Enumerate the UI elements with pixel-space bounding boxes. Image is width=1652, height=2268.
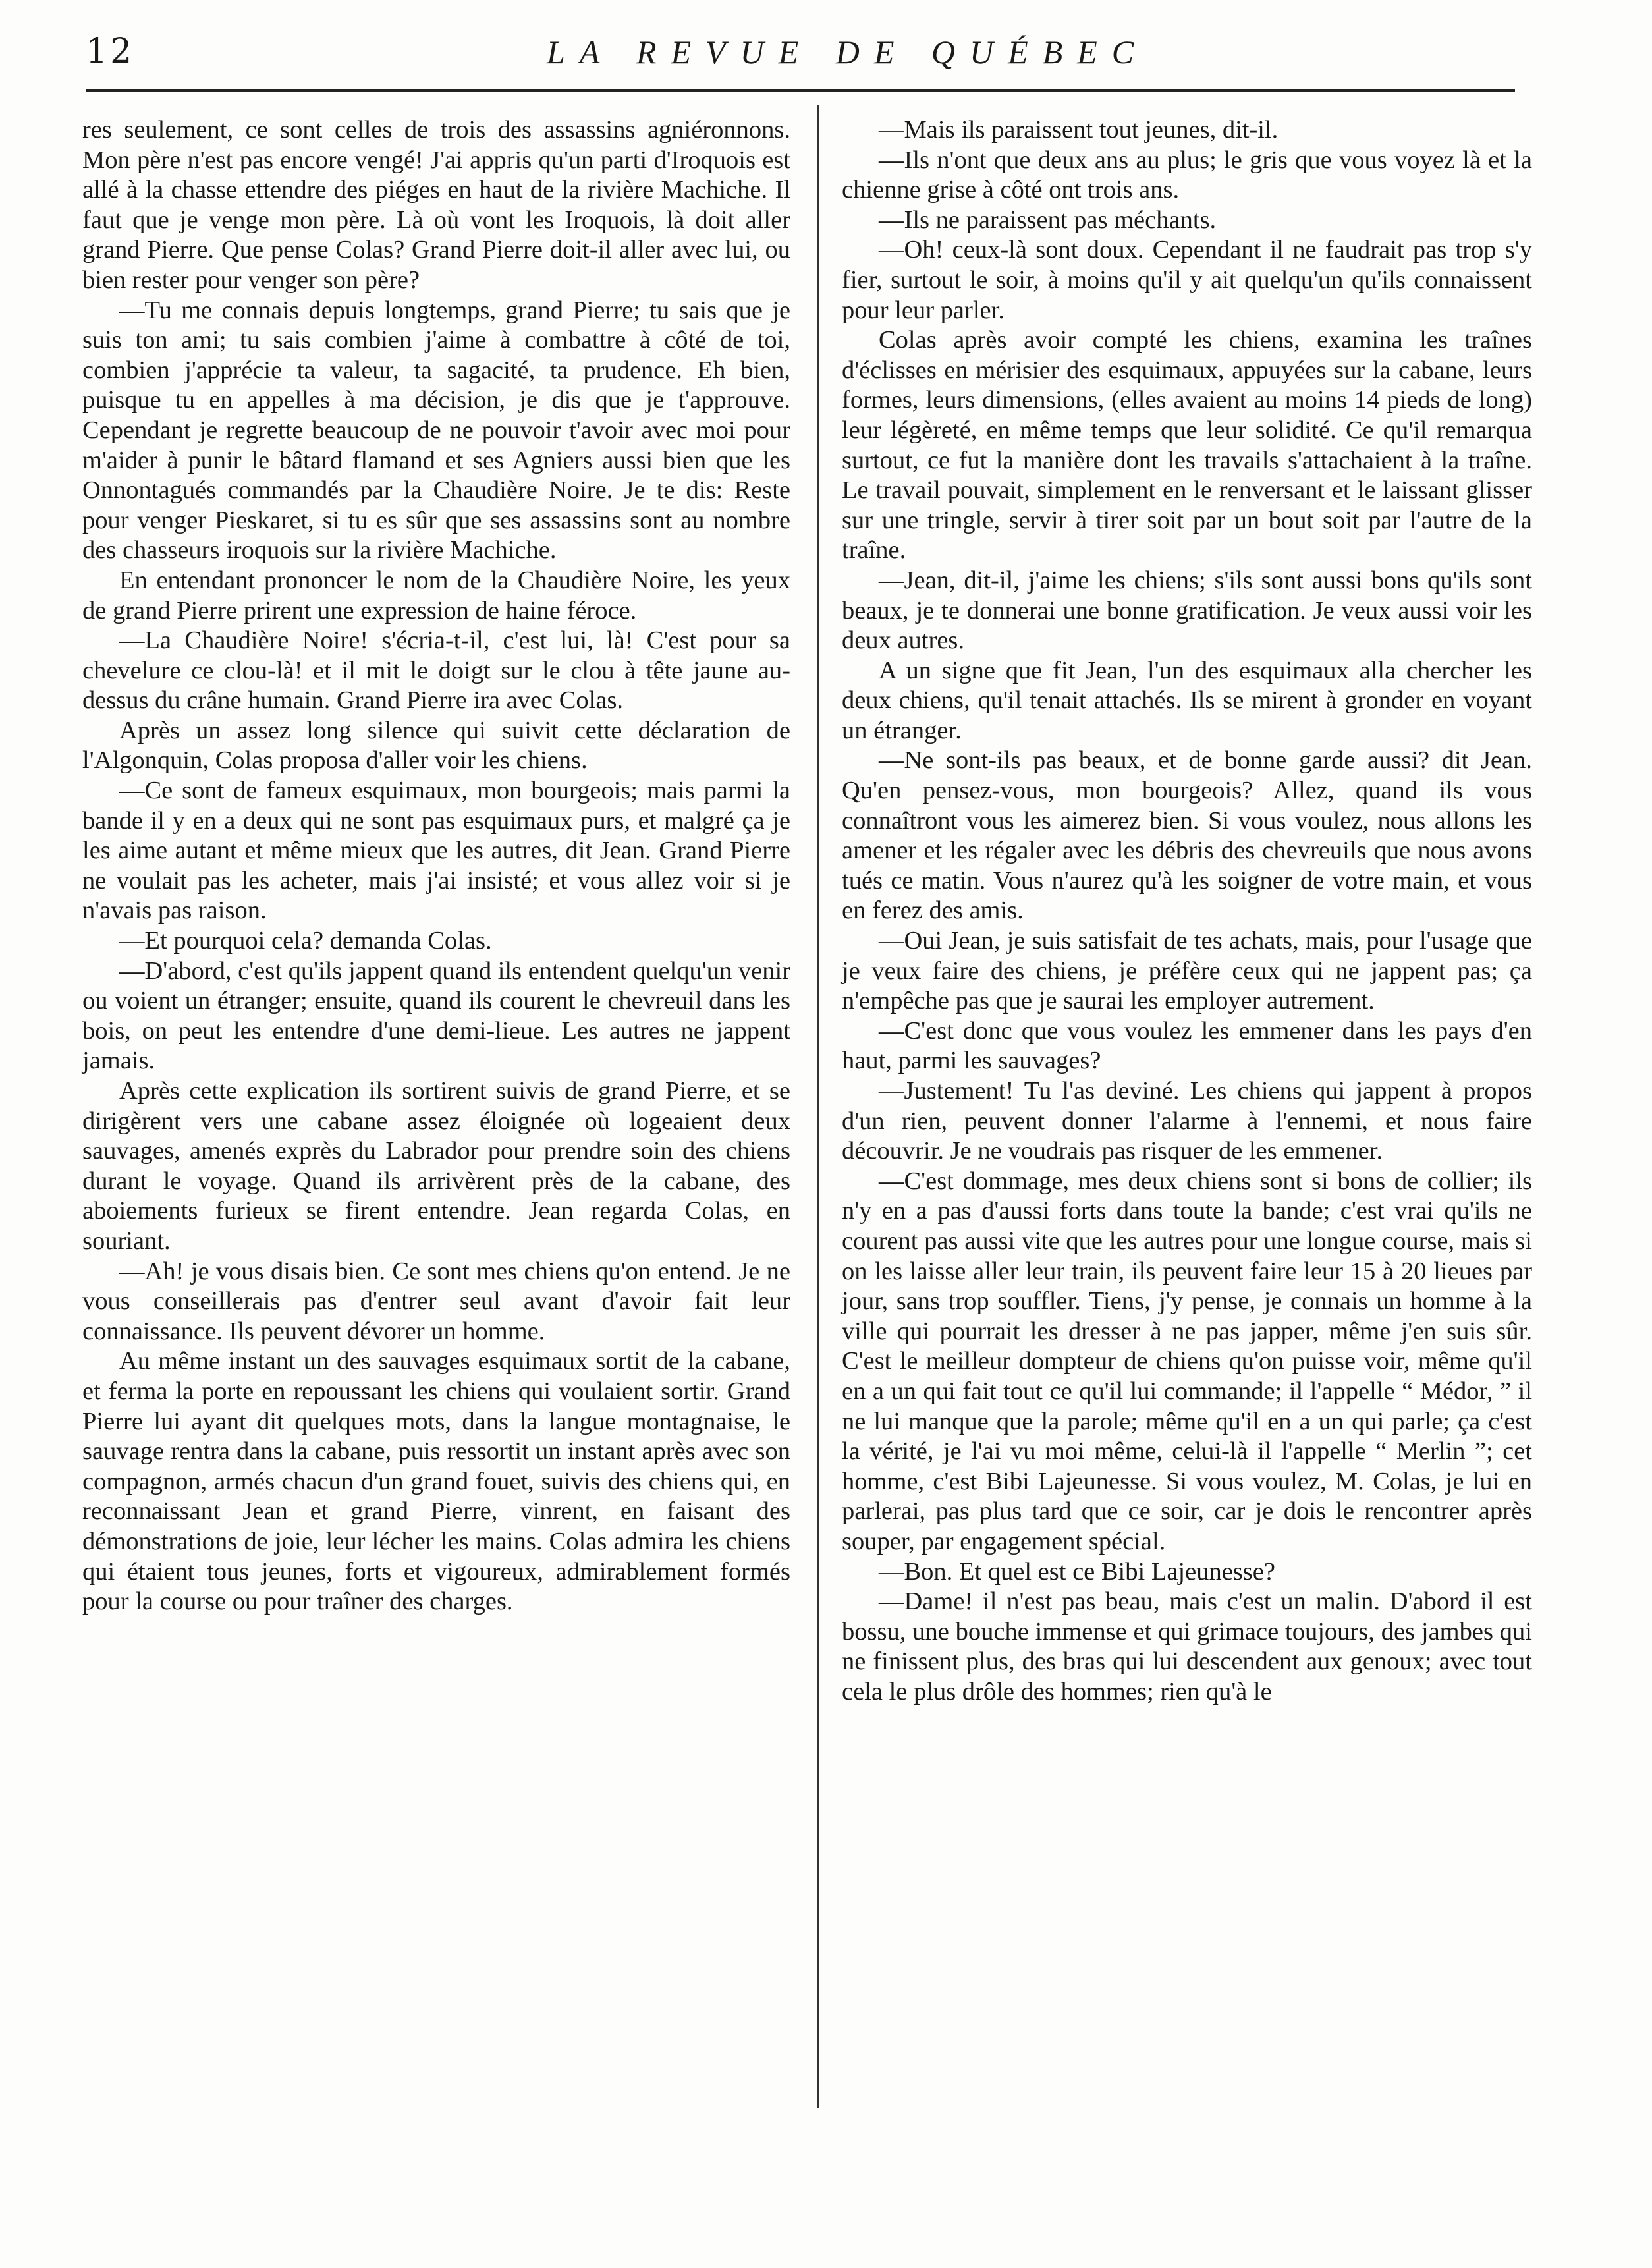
paragraph: —Oui Jean, je suis satisfait de tes achats, mais, pour l'usage que je veux faire des chiens, je préfère ceux qui ne jappent pas; ça n'empêche pas que je saurai les employer autrement. — [842, 927, 1532, 1015]
paragraph: Colas après avoir compté les chiens, examina les traînes d'éclisses en mérisier des esquimaux, appuyées sur la cabane, leurs formes, leurs dimensions, (elles avaient au moins 14 pieds de long) leur légèreté, en même temps que leur solidité. Ce qu'il remarqua surtout, ce fut la manière dont les travails s'attachaient à la traîne. Le travail pouvait, simplement en le renversant et le laissant glisser sur une tringle, servir à tirer soit par un bout soit par l'autre de la traîne. — [842, 326, 1532, 565]
running-title: LA REVUE DE QUÉBEC — [547, 34, 1149, 70]
header-rule — [86, 89, 1515, 92]
column-rule — [817, 105, 819, 2108]
paragraph: Après cette explication ils sortirent suivis de grand Pierre, et se dirigèrent vers une cabane assez éloignée où logeaient deux sauvages, amenés exprès du Labrador pour prendre soin des chiens durant le voyage. Quand ils arrivèrent près de la cabane, des aboiements furieux se firent entendre. Jean regarda Colas, en souriant. — [82, 1077, 790, 1255]
paragraph: —Ah! je vous disais bien. Ce sont mes chiens qu'on entend. Je ne vous conseillerais pas d'entrer seul avant d'avoir fait leur connaissance. Ils peuvent dévorer un homme. — [82, 1257, 790, 1345]
paragraph: —Justement! Tu l'as deviné. Les chiens qui jappent à propos d'un rien, peuvent donner l'alarme à l'ennemi, et nous faire découvrir. Je ne voudrais pas risquer de les emmener. — [842, 1077, 1532, 1165]
paragraph: —Et pourquoi cela? demanda Colas. — [119, 927, 492, 955]
paragraph: res seulement, ce sont celles de trois des assassins agniéronnons. Mon père n'est pas encore vengé! J'ai appris qu'un parti d'Iroquois est allé à la chasse ettendre des piéges en haut de la rivière Machiche. Il faut que je venge mon père. Là où vont les Iroquois, là doit aller grand Pierre. Que pense Colas? Grand Pierre doit-il aller avec lui, ou bien rester pour venger son père? — [82, 116, 790, 294]
paragraph: —Mais ils paraissent tout jeunes, dit-il. — [879, 116, 1279, 144]
paragraph: En entendant prononcer le nom de la Chaudière Noire, les yeux de grand Pierre prirent une expression de haine féroce. — [82, 566, 790, 624]
paragraph: —Tu me connais depuis longtemps, grand Pierre; tu sais que je suis ton ami; tu sais combien j'aime à combattre à côté de toi, combien j'apprécie ta valeur, ta sagacité, ta prudence. Eh bien, puisque tu en appelles à ma décision, je dis que je t'approuve. Cependant je regrette beaucoup de ne pouvoir t'avoir avec moi pour m'aider à punir le bâtard flamand et ses Agniers aussi bien que les Onnontagués commandés par la Chaudière Noire. Je te dis: Reste pour venger Pieskaret, si tu es sûr que ses assassins sont au nombre des chasseurs iroquois sur la rivière Machiche. — [82, 296, 790, 565]
paragraph: Au même instant un des sauvages esquimaux sortit de la cabane, et ferma la porte en repoussant les chiens qui voulaient sortir. Grand Pierre lui ayant dit quelques mots, dans la langue montagnaise, le sauvage rentra dans la cabane, puis ressortit un instant après avec son compagnon, armés chacun d'un grand fouet, suivis des chiens qui, en reconnaissant Jean et grand Pierre, vinrent, en faisant des démonstrations de joie, leur lécher les mains. Colas admira les chiens qui étaient tous jeunes, forts et vigoureux, admirablement formés pour la course ou pour traîner des charges. — [82, 1347, 790, 1616]
paragraph: —D'abord, c'est qu'ils jappent quand ils entendent quelqu'un venir ou voient un étranger; ensuite, quand ils courent le chevreuil dans les bois, on peut les entendre d'une demi-lieue. Les autres ne jappent jamais. — [82, 956, 790, 1075]
paragraph: —Oh! ceux-là sont doux. Cependant il ne faudrait pas trop s'y fier, surtout le soir, à moins qu'il y ait quelqu'un qu'ils connaissent pour leur parler. — [842, 236, 1532, 324]
paragraph: —Ce sont de fameux esquimaux, mon bourgeois; mais parmi la bande il y en a deux qui ne sont pas esquimaux purs, et malgré ça je les aime autant et même mieux que les autres, dit Jean. Grand Pierre ne voulait pas les acheter, mais j'ai insisté; et vous allez voir si je n'avais pas raison. — [82, 777, 790, 925]
paragraph: A un signe que fit Jean, l'un des esquimaux alla chercher les deux chiens, qu'il tenait attachés. Ils se mirent à gronder en voyant un étranger. — [842, 656, 1532, 744]
paragraph: —C'est dommage, mes deux chiens sont si bons de collier; ils n'y en a pas d'aussi forts dans toute la bande; c'est vrai qu'ils ne courent pas aussi vite que les autres pour une longue course, mais si on les laisse aller leur train, ils peuvent faire leur 15 à 20 lieues par jour, sans trop souffler. Tiens, j'y pense, je connais un homme à la ville qui pourrait les dresser à ne pas japper, même j'en suis sûr. C'est le meilleur dompteur de chiens qu'on puisse voir, même qu'il en a un qui fait tout ce qu'il lui commande; il l'appelle “ Médor, ” il ne lui manque que la parole; même qu'il en a un qui parle; ça c'est la vérité, je l'ai vu moi même, celui-là il l'appelle “ Merlin ”; cet homme, c'est Bibi Lajeunesse. Si vous voulez, M. Colas, je lui en parlerai, pas plus tard que ce soir, car je dois le rencontrer après souper, par engagement spécial. — [842, 1167, 1532, 1555]
paragraph: —C'est donc que vous voulez les emmener dans les pays d'en haut, parmi les sauvages? — [842, 1016, 1532, 1075]
right-column — [842, 115, 1532, 1707]
paragraph: —Jean, dit-il, j'aime les chiens; s'ils sont aussi bons qu'ils sont beaux, je te donnerai une bonne gratification. Je veux aussi voir les deux autres. — [842, 566, 1532, 655]
paragraph: —Bon. Et quel est ce Bibi Lajeunesse? — [879, 1557, 1275, 1586]
left-column — [82, 115, 790, 1617]
paragraph: Après un assez long silence qui suivit cette déclaration de l'Algonquin, Colas proposa d'aller voir les chiens. — [82, 716, 790, 775]
paragraph: —Ils ne paraissent pas méchants. — [879, 206, 1217, 234]
page-header — [86, 26, 1515, 86]
paragraph: —Ils n'ont que deux ans au plus; le gris que vous voyez là et la chienne grise à côté ont trois ans. — [842, 146, 1532, 204]
page-number: 12 — [86, 32, 135, 71]
paragraph: —Dame! il n'est pas beau, mais c'est un malin. D'abord il est bossu, une bouche immense et qui grimace toujours, des jambes qui ne finissent plus, des bras qui lui descendent aux genoux; avec tout cela le plus drôle des hommes; rien qu'à le — [842, 1588, 1532, 1705]
paragraph: —Ne sont-ils pas beaux, et de bonne garde aussi? dit Jean. Qu'en pensez-vous, mon bourgeois? Allez, quand ils vous connaîtront vous les aimerez bien. Si vous voulez, nous allons les amener et les régaler avec les débris des chevreuils que nous avons tués ce matin. Vous n'aurez qu'à les soigner de votre main, et vous en ferez des amis. — [842, 746, 1532, 925]
paragraph: —La Chaudière Noire! s'écria-t-il, c'est lui, là! C'est pour sa chevelure ce clou-là! et il mit le doigt sur le clou à tête jaune au-dessus du crâne humain. Grand Pierre ira avec Colas. — [82, 626, 790, 715]
